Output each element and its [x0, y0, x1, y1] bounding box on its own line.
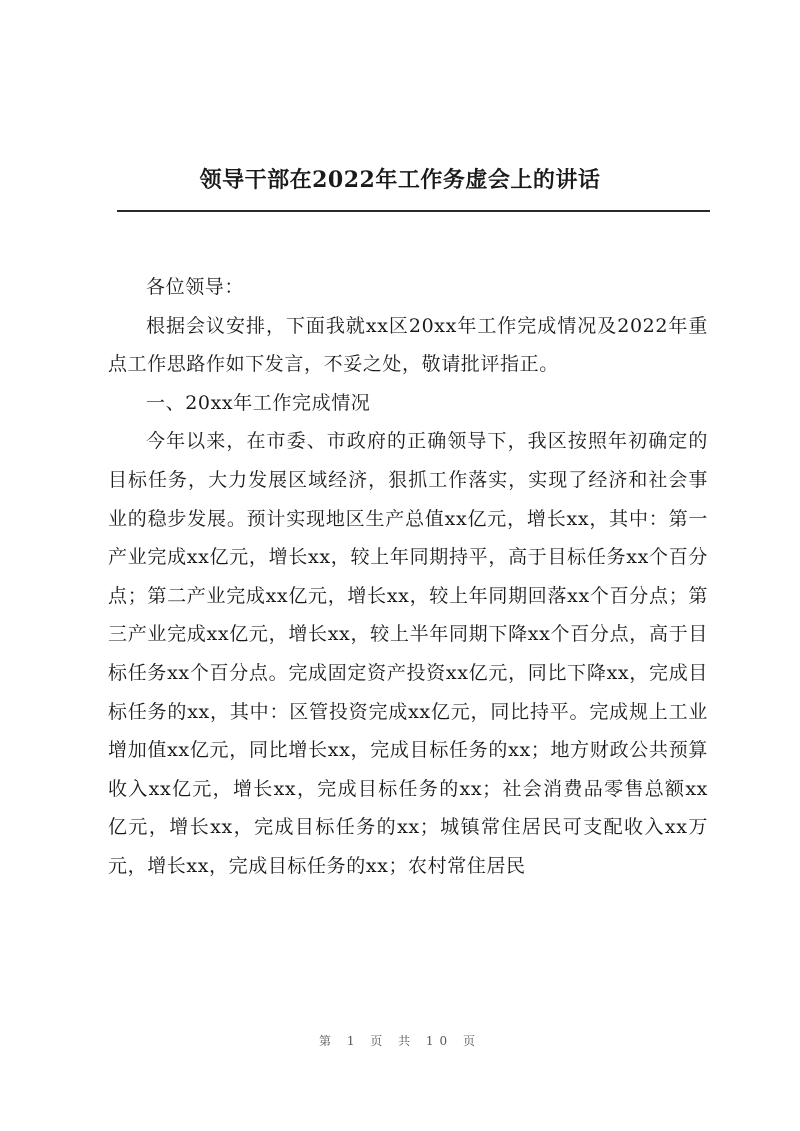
page-number-footer: 第 1 页 共 10 页	[319, 1034, 481, 1048]
document-title: 领导干部在2022年工作务虚会上的讲话	[199, 167, 601, 193]
section-heading: 一、20xx年工作完成情况	[146, 391, 371, 414]
intro-paragraph: 根据会议安排，下面我就xx区20xx年工作完成情况及2022年重点工作思路作如下发言，不妥之处，敬请批评指正。	[108, 314, 708, 376]
body-paragraph: 今年以来，在市委、市政府的正确领导下，我区按照年初确定的目标任务，大力发展区域经济，狠抓工作落实，实现了经济和社会事业的稳步发展。预计实现地区生产总值xx亿元，增长xx，其中：第一产业完成xx亿元，增长xx，较上年同期持平，高于目标任务xx个百分点；第二产业完成xx亿元，增长xx，较上年同期回落xx个百分点；第三产业完成xx亿元，增长xx，较上半年同期下降xx个百分点，高于目标任务xx个百分点。完成固定资产投资xx亿元，同比下降xx，完成目标任务的xx，其中：区管投资完成xx亿元，同比持平。完成规上工业增加值xx亿元，同比增长xx，完成目标任务的xx；地方财政公共预算收入xx亿元，增长xx，完成目标任务的xx；社会消费品零售总额xx亿元，增长xx，完成目标任务的xx；城镇常住居民可支配收入xx万元，增长xx，完成目标任务的xx；农村常住居民	[108, 430, 708, 877]
document-body	[108, 268, 708, 886]
salutation-paragraph: 各位领导：	[146, 276, 245, 298]
title-divider	[117, 210, 710, 212]
